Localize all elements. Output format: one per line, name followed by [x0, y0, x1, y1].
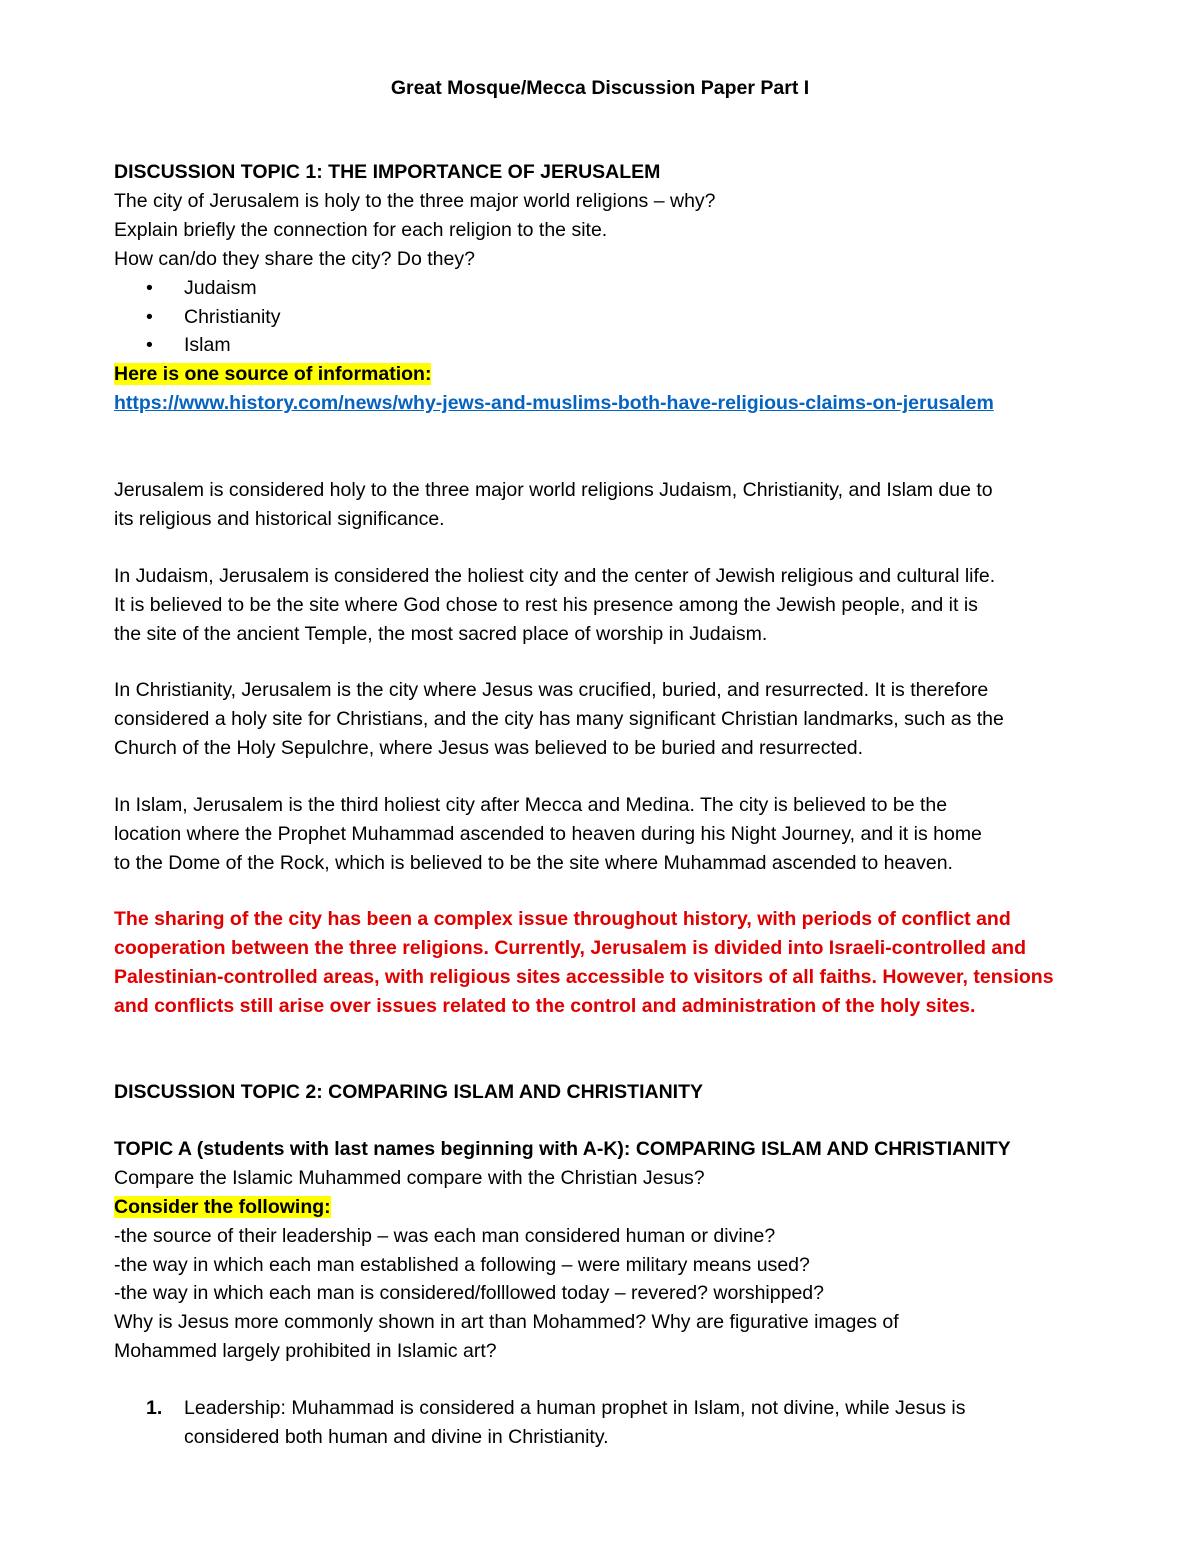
topic1-question-line: Explain briefly the connection for each religion to the site.	[114, 219, 608, 241]
islam-paragraph-line: location where the Prophet Muhammad ascended to heaven during his Night Journey, and it is home	[114, 823, 982, 845]
sharing-paragraph-line: and conflicts still arise over issues related to the control and administration of the holy sites.	[114, 995, 976, 1017]
christianity-paragraph-line: In Christianity, Jerusalem is the city where Jesus was crucified, buried, and resurrected. It is therefore	[114, 679, 989, 701]
list-item-number: 1.	[146, 1397, 163, 1419]
sharing-paragraph-line: Palestinian-controlled areas, with religious sites accessible to visitors of all faiths. However, tensions	[114, 966, 1054, 988]
consider-label: Consider the following:	[114, 1196, 331, 1218]
islam-paragraph-line: In Islam, Jerusalem is the third holiest city after Mecca and Medina. The city is believed to be the	[114, 794, 948, 816]
topic2-heading: DISCUSSION TOPIC 2: COMPARING ISLAM AND CHRISTIANITY	[114, 1081, 703, 1103]
list-item-line: considered both human and divine in Christianity.	[184, 1426, 609, 1448]
topic1-heading: DISCUSSION TOPIC 1: THE IMPORTANCE OF JERUSALEM	[114, 161, 661, 183]
sharing-paragraph-line: The sharing of the city has been a complex issue throughout history, with periods of conflict and	[114, 908, 1011, 930]
islam-paragraph-line: to the Dome of the Rock, which is believed to be the site where Muhammad ascended to heaven.	[114, 852, 953, 874]
judaism-paragraph-line: In Judaism, Jerusalem is considered the holiest city and the center of Jewish religious and cultural life.	[114, 565, 996, 587]
source-label: Here is one source of information:	[114, 363, 432, 385]
bullet-dot-icon: •	[146, 277, 153, 299]
answer-intro-line: its religious and historical significance.	[114, 508, 445, 530]
bullet-item-christianity: Christianity	[184, 306, 281, 328]
source-link[interactable]: https://www.history.com/news/why-jews-and-muslims-both-have-religious-claims-on-jerusalem	[114, 392, 994, 414]
answer-intro-line: Jerusalem is considered holy to the three major world religions Judaism, Christianity, and Islam due to	[114, 479, 993, 501]
christianity-paragraph-line: considered a holy site for Christians, and the city has many significant Christian landmarks, such as the	[114, 708, 1004, 730]
bullet-dot-icon: •	[146, 306, 153, 328]
bullet-dot-icon: •	[146, 334, 153, 356]
consider-line: Mohammed largely prohibited in Islamic art?	[114, 1340, 497, 1362]
document-title: Great Mosque/Mecca Discussion Paper Part I	[390, 77, 810, 99]
topic-a-prompt: Compare the Islamic Muhammed compare with the Christian Jesus?	[114, 1167, 705, 1189]
christianity-paragraph-line: Church of the Holy Sepulchre, where Jesus was believed to be buried and resurrected.	[114, 737, 863, 759]
consider-line: Why is Jesus more commonly shown in art than Mohammed? Why are figurative images of	[114, 1311, 899, 1333]
topic-a-heading: TOPIC A (students with last names beginning with A-K): COMPARING ISLAM AND CHRISTIANITY	[114, 1138, 1011, 1160]
bullet-item-judaism: Judaism	[184, 277, 257, 299]
judaism-paragraph-line: It is believed to be the site where God chose to rest his presence among the Jewish people, and it is	[114, 594, 978, 616]
list-item-line: Leadership: Muhammad is considered a human prophet in Islam, not divine, while Jesus is	[184, 1397, 966, 1419]
judaism-paragraph-line: the site of the ancient Temple, the most sacred place of worship in Judaism.	[114, 623, 768, 645]
consider-line: -the way in which each man is considered/folllowed today – revered? worshipped?	[114, 1282, 824, 1304]
topic1-question-line: How can/do they share the city? Do they?	[114, 248, 475, 270]
consider-line: -the source of their leadership – was each man considered human or divine?	[114, 1225, 776, 1247]
bullet-item-islam: Islam	[184, 334, 231, 356]
sharing-paragraph-line: cooperation between the three religions. Currently, Jerusalem is divided into Israeli-controlled and	[114, 937, 1027, 959]
topic1-question-line: The city of Jerusalem is holy to the three major world religions – why?	[114, 190, 716, 212]
consider-line: -the way in which each man established a following – were military means used?	[114, 1254, 810, 1276]
